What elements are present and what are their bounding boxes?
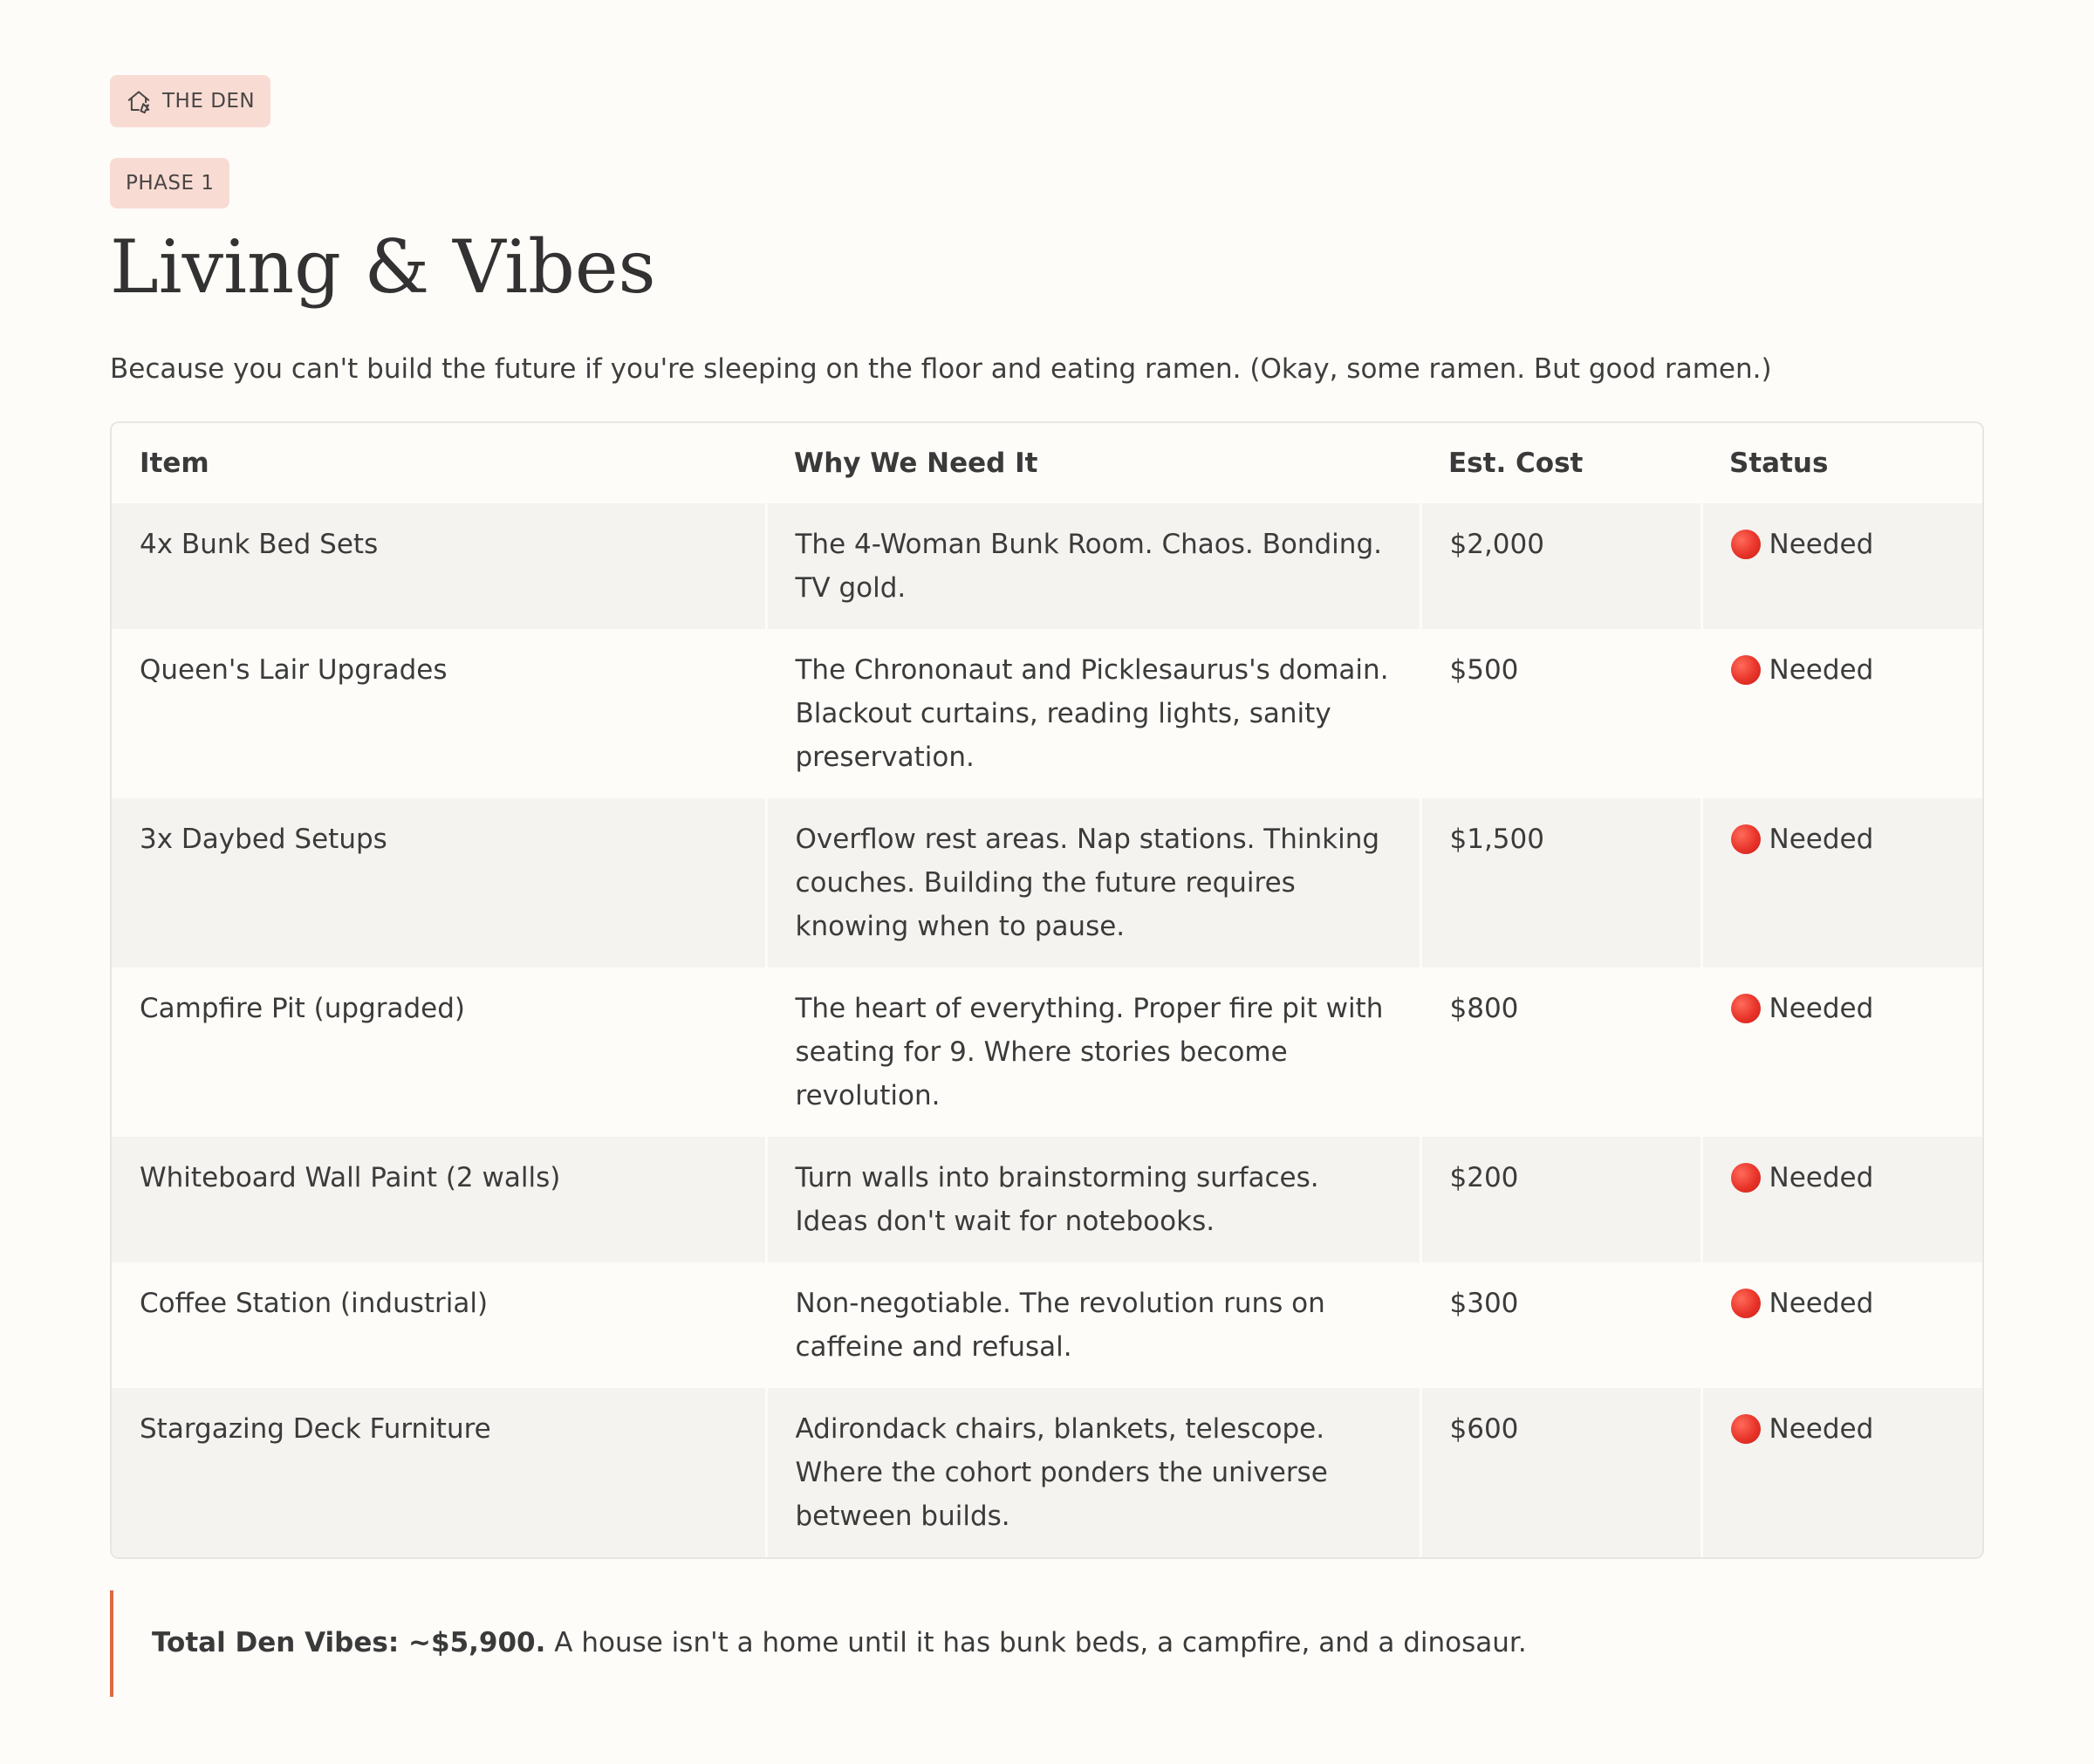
- table-row: [112, 1137, 1982, 1262]
- page-title: Living & Vibes: [110, 224, 656, 310]
- cell-item: Stargazing Deck Furniture: [112, 1388, 766, 1557]
- cell-why: The 4-Woman Bunk Room. Chaos. Bonding. TV gold.: [766, 503, 1420, 629]
- cell-item: Queen's Lair Upgrades: [112, 629, 766, 798]
- cell-item: 4x Bunk Bed Sets: [112, 503, 766, 629]
- cell-cost: $600: [1420, 1388, 1701, 1557]
- cell-item: 3x Daybed Setups: [112, 798, 766, 967]
- den-chip-label: THE DEN: [162, 90, 256, 113]
- cell-status: [1701, 1388, 1982, 1557]
- callout-total: Total Den Vibes: ~$5,900.: [152, 1627, 546, 1658]
- cell-why: Adirondack chairs, blankets, telescope. Where the cohort ponders the universe between builds.: [766, 1388, 1420, 1557]
- cell-item: Whiteboard Wall Paint (2 walls): [112, 1137, 766, 1262]
- table-row: [112, 1388, 1982, 1557]
- header-status: Status: [1729, 448, 1829, 479]
- table-row: [112, 1262, 1982, 1388]
- budget-table: [110, 421, 1984, 1559]
- status-label: Needed: [1769, 824, 1874, 855]
- cell-cost: $800: [1420, 967, 1701, 1137]
- table-row: [112, 967, 1982, 1137]
- red-circle-icon: [1731, 1414, 1761, 1444]
- cell-why: Non-negotiable. The revolution runs on caffeine and refusal.: [766, 1262, 1420, 1388]
- cell-cost: $300: [1420, 1262, 1701, 1388]
- red-circle-icon: [1731, 1289, 1761, 1318]
- status-label: Needed: [1769, 993, 1874, 1024]
- cell-cost: $2,000: [1420, 503, 1701, 629]
- header-item: Item: [140, 448, 209, 479]
- red-circle-icon: [1731, 824, 1761, 854]
- status-label: Needed: [1769, 654, 1874, 686]
- page-subtitle: Because you can't build the future if you're sleeping on the floor and eating ramen. (Okay, some ramen. But good ramen.): [110, 353, 1772, 385]
- red-circle-icon: [1731, 530, 1761, 559]
- red-circle-icon: [1731, 655, 1761, 685]
- callout-text: A house isn't a home until it has bunk beds, a campfire, and a dinosaur.: [545, 1627, 1527, 1658]
- red-circle-icon: [1731, 994, 1761, 1023]
- cell-why: Overflow rest areas. Nap stations. Thinking couches. Building the future requires knowing when to pause.: [766, 798, 1420, 967]
- cell-status: [1701, 503, 1982, 629]
- table-row: [112, 503, 1982, 629]
- total-callout: [110, 1590, 1984, 1697]
- cell-cost: $200: [1420, 1137, 1701, 1262]
- cell-cost: $1,500: [1420, 798, 1701, 967]
- phase-chip-label: PHASE 1: [126, 172, 215, 195]
- cell-why: Turn walls into brainstorming surfaces. Ideas don't wait for notebooks.: [766, 1137, 1420, 1262]
- status-label: Needed: [1769, 1288, 1874, 1319]
- status-label: Needed: [1769, 1162, 1874, 1193]
- house-icon: [126, 88, 152, 114]
- cell-status: [1701, 1262, 1982, 1388]
- cell-why: The Chrononaut and Picklesaurus's domain. Blackout curtains, reading lights, sanity preservation.: [766, 629, 1420, 798]
- cell-cost: $500: [1420, 629, 1701, 798]
- cell-why: The heart of everything. Proper fire pit with seating for 9. Where stories become revolution.: [766, 967, 1420, 1137]
- table-header-row: [112, 423, 1982, 503]
- cell-item: Campfire Pit (upgraded): [112, 967, 766, 1137]
- cell-status: [1701, 1137, 1982, 1262]
- phase-chip: [110, 158, 229, 209]
- table-row: [112, 798, 1982, 967]
- den-chip[interactable]: [110, 75, 270, 127]
- header-why: Why We Need It: [794, 448, 1038, 479]
- cell-status: [1701, 967, 1982, 1137]
- cell-status: [1701, 798, 1982, 967]
- header-cost: Est. Cost: [1448, 448, 1584, 479]
- table-row: [112, 629, 1982, 798]
- red-circle-icon: [1731, 1163, 1761, 1193]
- status-label: Needed: [1769, 1413, 1874, 1445]
- cell-item: Coffee Station (industrial): [112, 1262, 766, 1388]
- cell-status: [1701, 629, 1982, 798]
- status-label: Needed: [1769, 529, 1874, 560]
